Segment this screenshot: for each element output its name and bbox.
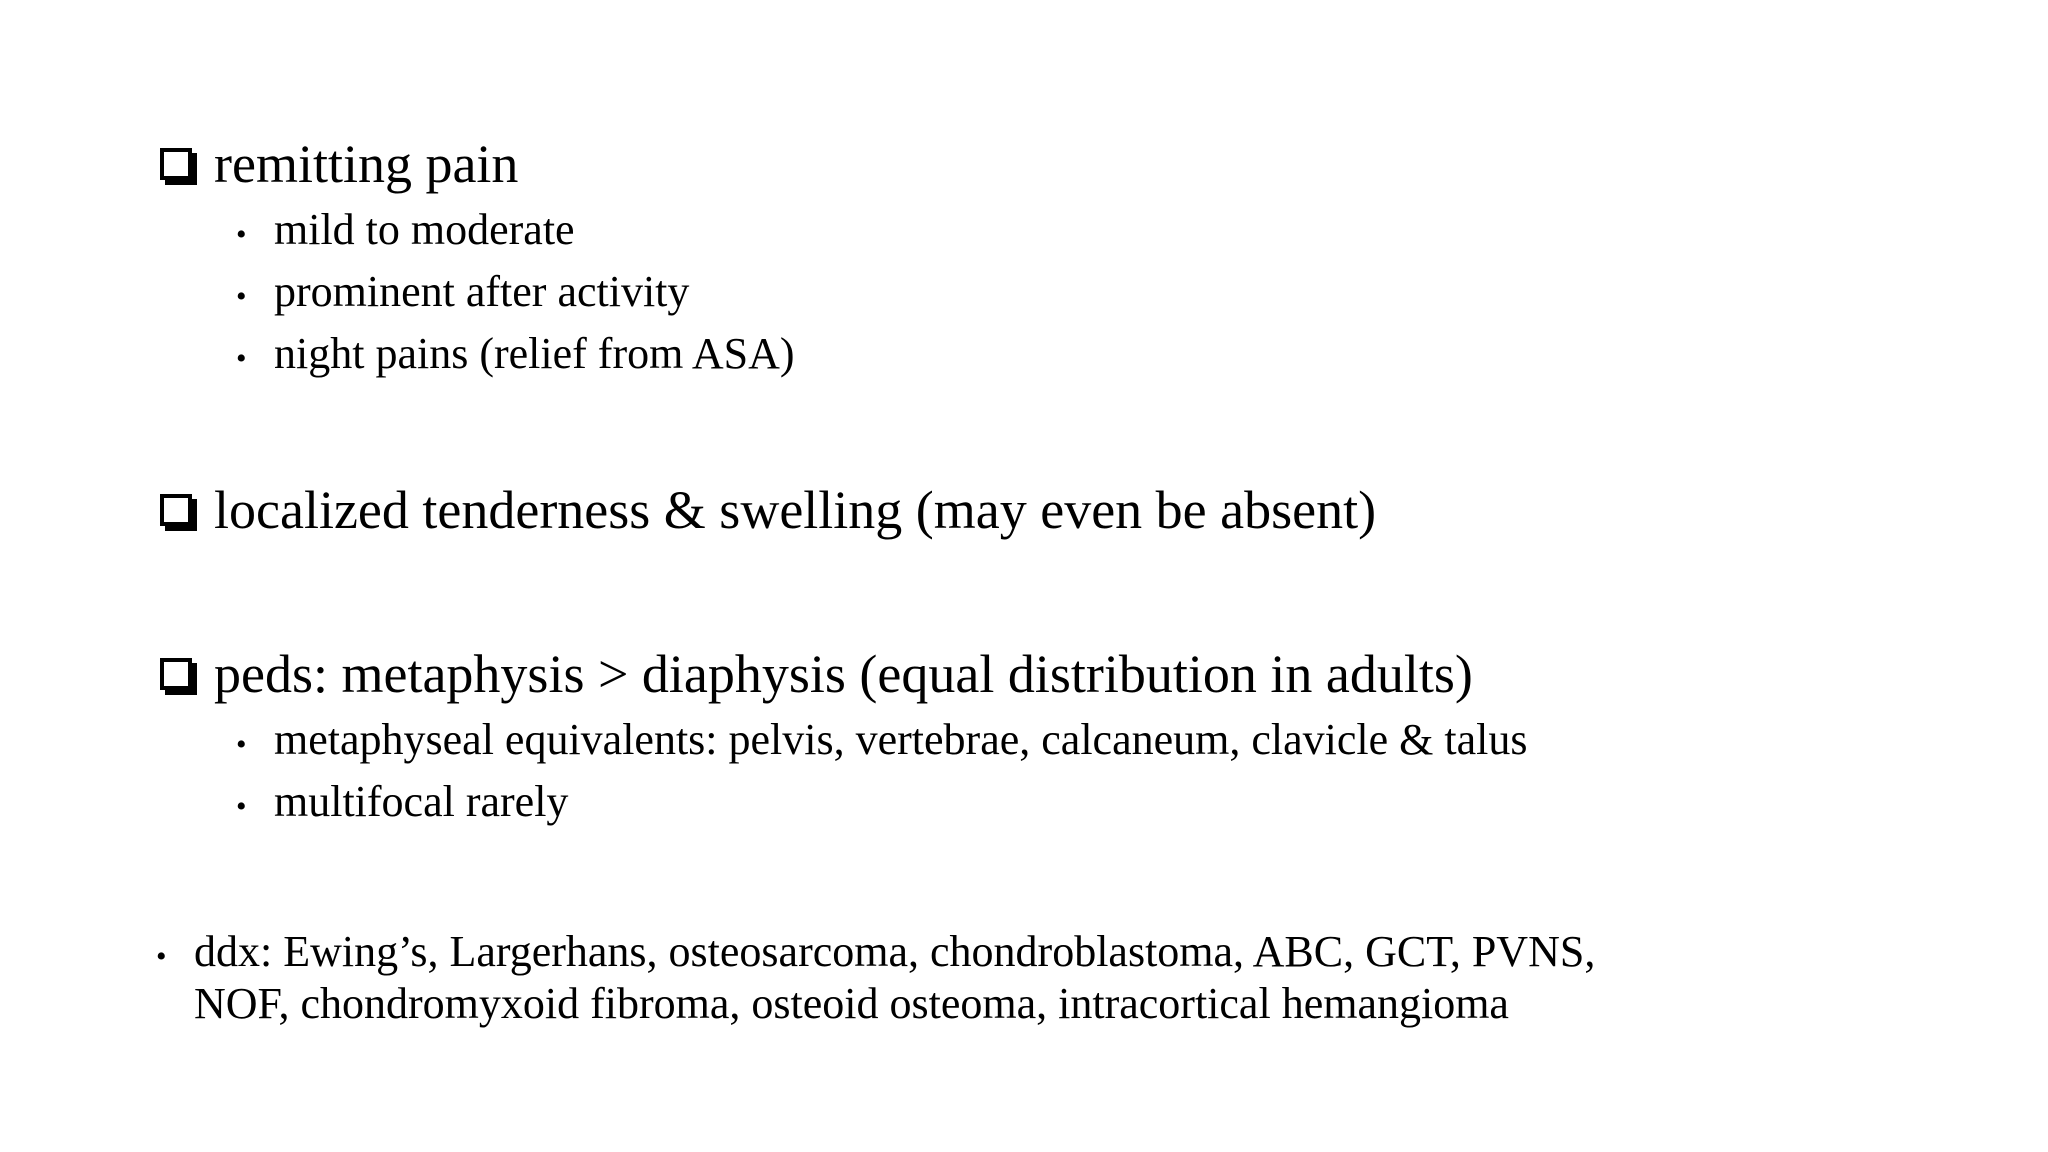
section-heading: remitting pain [214, 134, 519, 194]
bullet-dot-icon: • [236, 280, 247, 313]
list-item-text: prominent after activity [274, 267, 690, 316]
list-item [236, 328, 795, 380]
bullet-dot-icon: • [236, 728, 247, 761]
list-item [236, 266, 689, 318]
checkbox-bullet-icon [160, 494, 192, 526]
section-localized-tenderness [160, 478, 1376, 542]
list-item-text: multifocal rarely [274, 777, 569, 826]
bullet-dot-icon: • [236, 342, 247, 375]
ddx-text [194, 926, 1595, 1030]
ddx-item [156, 926, 1936, 1030]
section-remitting-pain [160, 132, 518, 196]
section-heading: localized tenderness & swelling (may even be absent) [214, 480, 1377, 540]
section-heading: peds: metaphysis > diaphysis (equal distribution in adults) [214, 644, 1473, 704]
list-item-text: metaphyseal equivalents: pelvis, vertebrae, calcaneum, clavicle & talus [274, 715, 1528, 764]
section-peds-metaphysis [160, 642, 1473, 706]
list-item [236, 204, 575, 256]
list-item-text: mild to moderate [274, 205, 575, 254]
ddx-line-2: NOF, chondromyxoid fibroma, osteoid osteoma, intracortical hemangioma [194, 979, 1509, 1028]
list-item [236, 714, 1527, 766]
checkbox-bullet-icon [160, 148, 192, 180]
ddx-line-1: ddx: Ewing’s, Largerhans, osteosarcoma, chondroblastoma, ABC, GCT, PVNS, [194, 927, 1596, 976]
list-item [236, 776, 568, 828]
bullet-dot-icon: • [156, 940, 167, 973]
list-item-text: night pains (relief from ASA) [274, 329, 795, 378]
checkbox-bullet-icon [160, 658, 192, 690]
bullet-dot-icon: • [236, 790, 247, 823]
bullet-dot-icon: • [236, 218, 247, 251]
